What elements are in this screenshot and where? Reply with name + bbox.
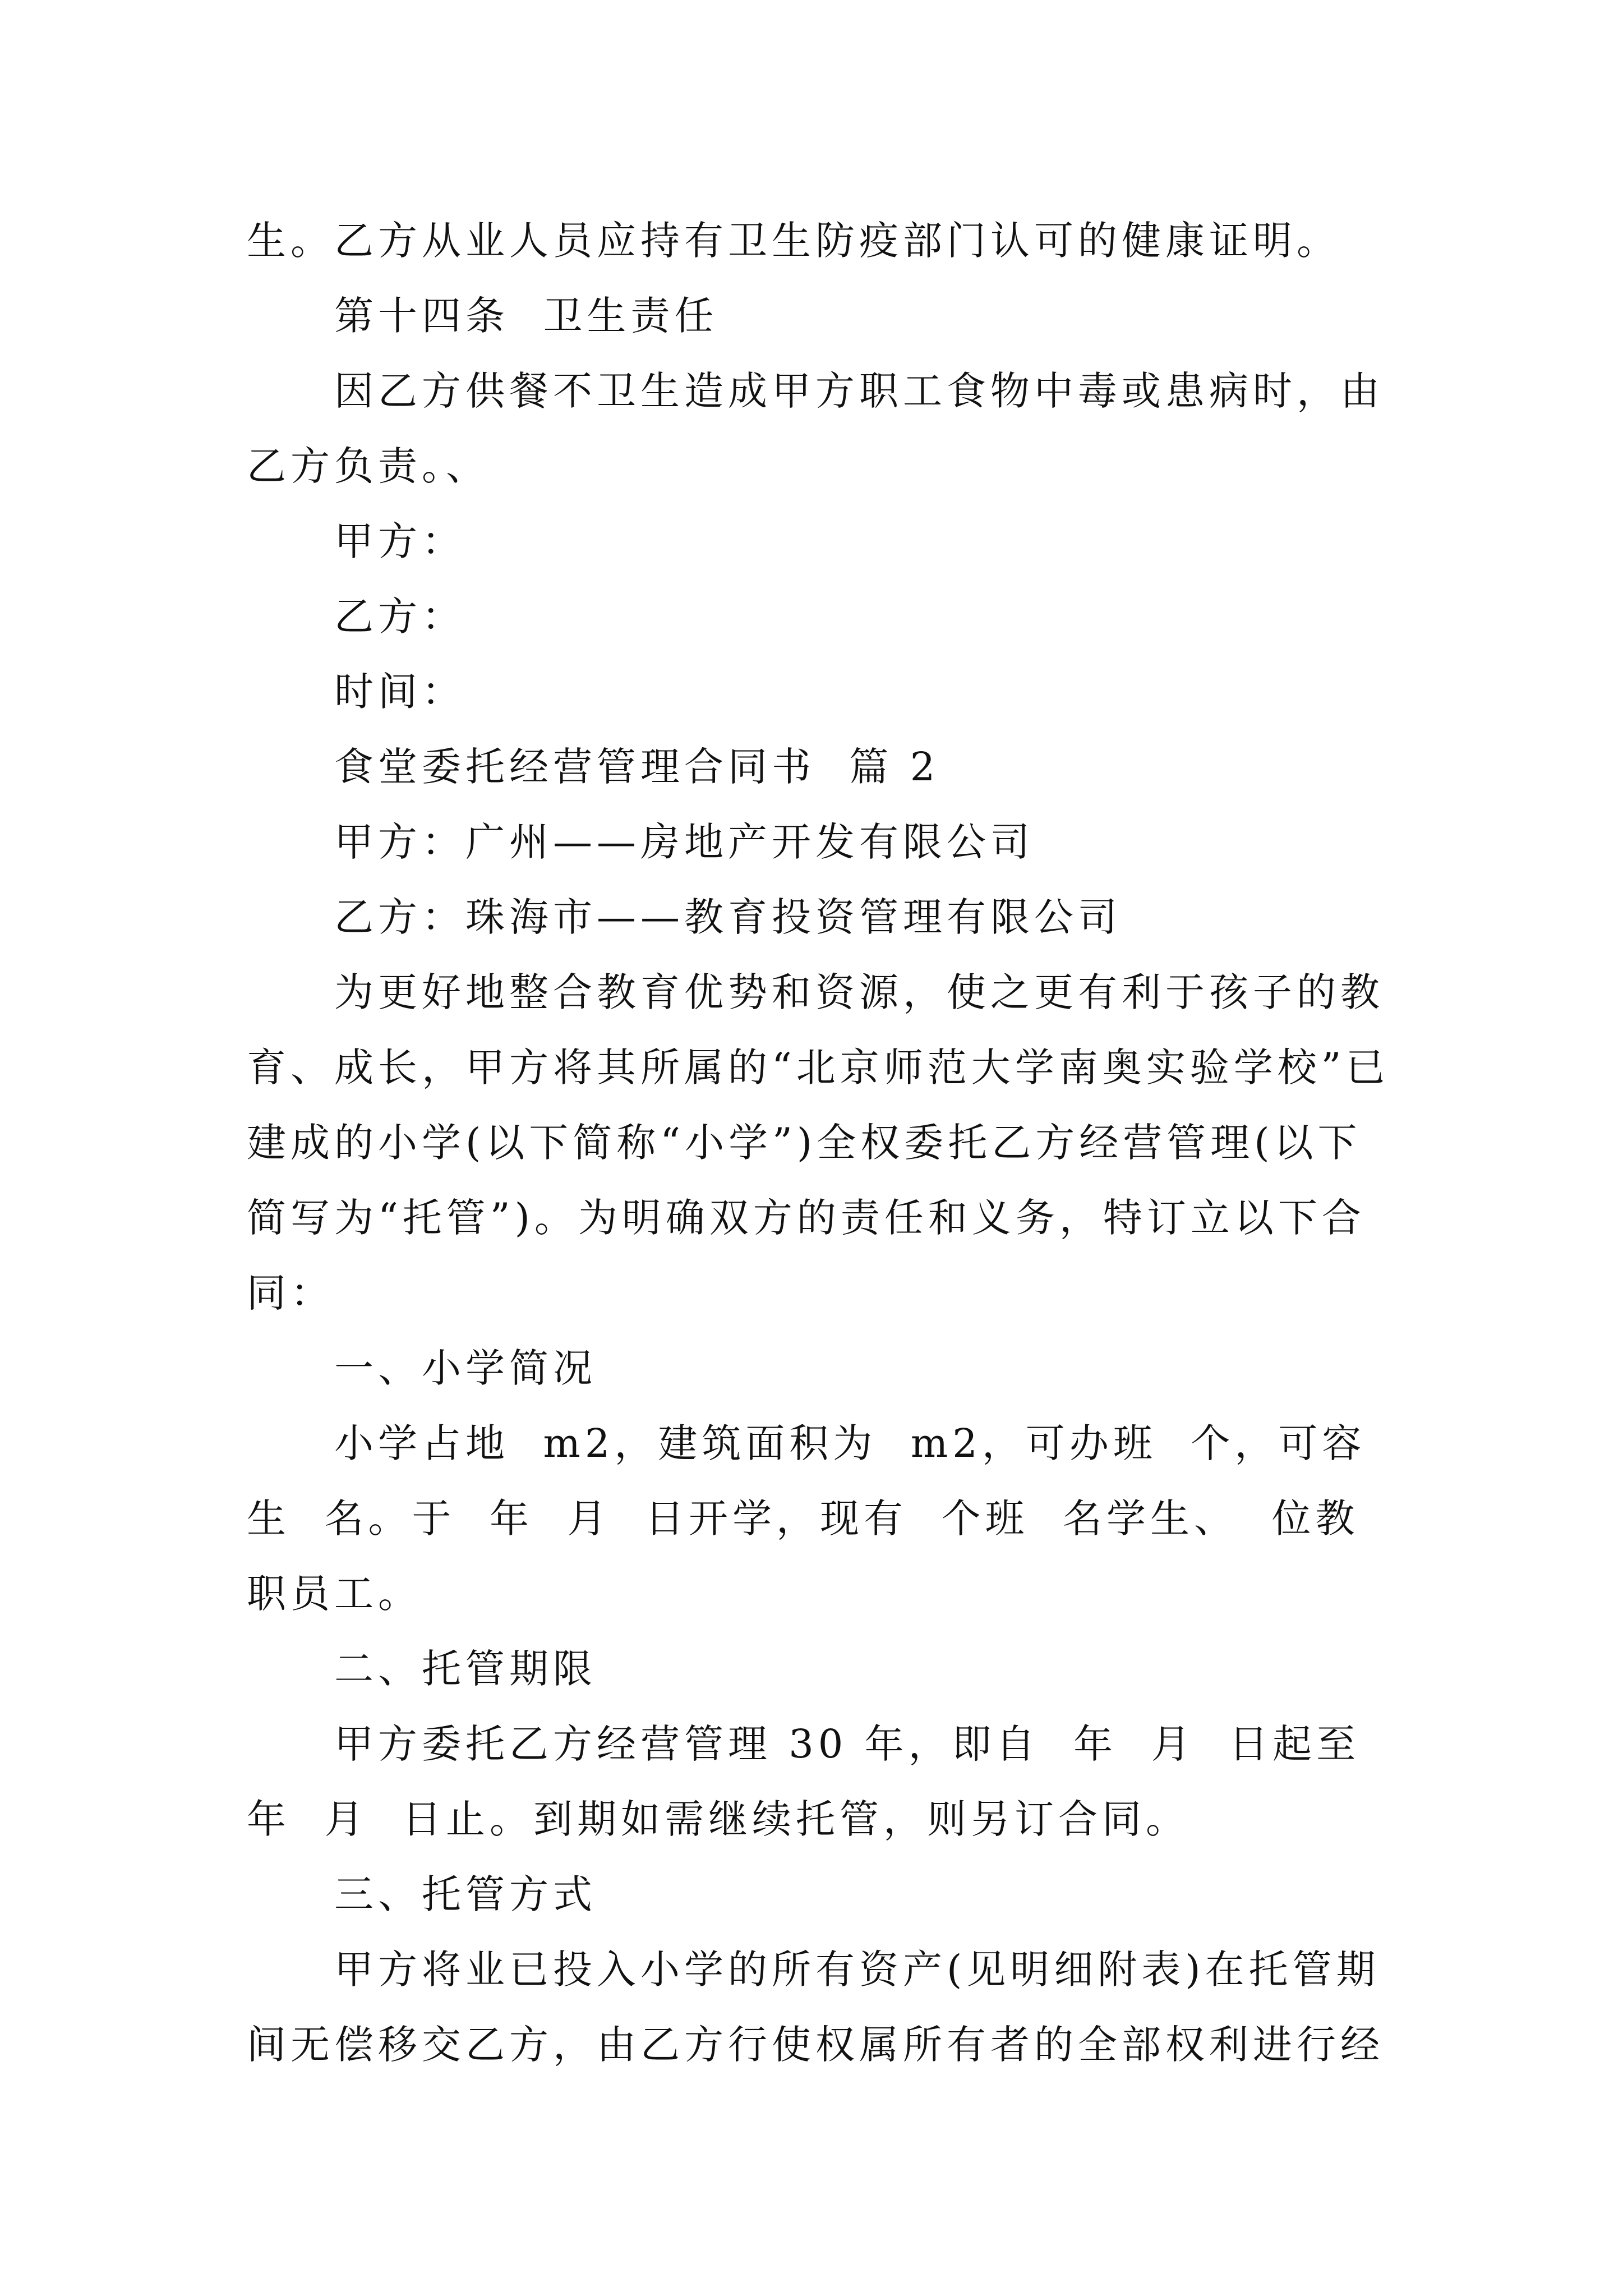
contract-title: 食堂委托经营管理合同书 篇 2 — [334, 744, 940, 790]
party-a-line: 甲方：广州——房地产开发有限公司 — [334, 819, 1034, 865]
paragraph: 小学占地 m2，建筑面积为 m2，可办班 个，可容生 名。于 年 月 日开学，现有 个班 名学生、 位教职员工。 — [247, 1420, 1366, 1617]
section-heading: 第十四条 卫生责任 — [334, 293, 718, 339]
signature-line-party-a: 甲方： — [334, 518, 465, 564]
paragraph: 因乙方供餐不卫生造成甲方职工食物中毒或患病时，由乙方负责。、 — [247, 368, 1384, 489]
section-heading: 三、托管方式 — [334, 1871, 597, 1917]
paragraph: 生。乙方从业人员应持有卫生防疫部门认可的健康证明。 — [247, 218, 1340, 264]
section-heading: 一、小学简况 — [334, 1345, 597, 1391]
paragraph: 甲方委托乙方经营管理 30 年，即自 年 月 日起至 年 月 日止。到期如需继续托管，则另订合同。 — [247, 1721, 1394, 1842]
signature-line-party-b: 乙方： — [334, 593, 465, 639]
signature-line-date: 时间： — [334, 669, 465, 715]
section-heading: 二、托管期限 — [334, 1646, 597, 1692]
paragraph: 为更好地整合教育优势和资源，使之更有利于孩子的教育、成长，甲方将其所属的“北京师范大学南奥实验学校”已建成的小学(以下简称“小学”)全权委托乙方经营管理(以下简写为“托管”)。为明确双方的责任和义务，特订立以下合同： — [247, 969, 1390, 1316]
party-b-line: 乙方：珠海市——教育投资管理有限公司 — [334, 894, 1122, 940]
document-body — [247, 203, 1396, 2082]
paragraph: 甲方将业已投入小学的所有资产(见明细附表)在托管期间无偿移交乙方，由乙方行使权属所有者的全部权利进行经 — [247, 1947, 1384, 2068]
